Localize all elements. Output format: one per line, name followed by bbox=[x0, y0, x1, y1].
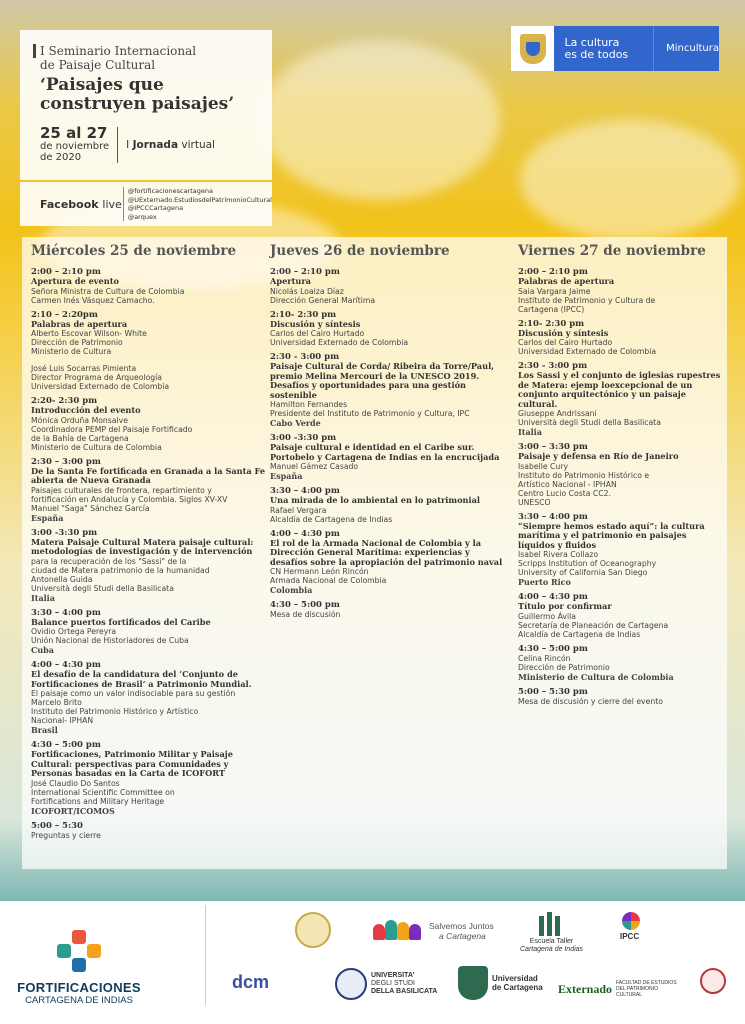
event-heading: Paisaje Cultural de Corda/ Ribeira da Torre/Paul, premio Melina Mercouri de la UNESCO 2019. Desafíos y oportunidades para una gestión sostenible bbox=[270, 361, 495, 400]
event-line2: de Paisaje Cultural bbox=[40, 58, 156, 72]
jornada-b: Jornada bbox=[132, 138, 179, 151]
cloud-decoration bbox=[520, 120, 740, 240]
event-heading: Paisaje cultural e identidad en el Caribe sur. Portobelo y Cartagena de Indias en la encrucijada bbox=[270, 442, 500, 462]
event-detail: Universidad Externado de Colombia bbox=[31, 382, 170, 391]
schedule-event bbox=[270, 433, 510, 481]
event-heading: Apertura bbox=[270, 276, 311, 286]
event-detail: para la recuperación de los "Sassi" de la bbox=[31, 556, 187, 566]
event-detail: fortificación en Andalucía y Colombia. Siglos XV-XV bbox=[31, 494, 228, 504]
institution-logo bbox=[700, 968, 726, 994]
schedule-event bbox=[270, 352, 510, 428]
cloud-decoration bbox=[260, 40, 500, 200]
gov-slogan-2: es de todos bbox=[564, 47, 629, 61]
event-detail: Antonella Guida bbox=[31, 574, 93, 584]
event-heading: Fortificaciones, Patrimonio Militar y Paisaje Cultural: perspectivas para Comunidades y Personas basadas en la Carta de ICOFORT bbox=[31, 749, 233, 778]
event-detail: Unión Nacional de Historiadores de Cuba bbox=[31, 636, 189, 645]
event-time: 4:30 – 5:00 pm bbox=[31, 740, 101, 750]
schedule-event bbox=[518, 512, 723, 588]
salvemos-logo bbox=[373, 918, 494, 944]
event-detail: Instituto del Patrimonio Histórico y Artístico bbox=[31, 707, 199, 716]
seal-logo bbox=[295, 912, 331, 948]
udc-text-1: Universidad bbox=[492, 974, 538, 983]
escuela-taller-logo bbox=[520, 912, 583, 954]
schedule-event bbox=[518, 267, 723, 314]
schedule-event bbox=[270, 600, 510, 619]
event-time: 3:00 -3:30 pm bbox=[31, 527, 98, 538]
day-column-fri bbox=[518, 243, 723, 711]
unibas-text-2: DEGLI STUDI bbox=[371, 980, 415, 987]
schedule-event bbox=[31, 821, 269, 840]
event-detail: Universidad Externado de Colombia bbox=[270, 338, 409, 347]
event-time: 2:20- 2:30 pm bbox=[31, 396, 98, 406]
schedule-event bbox=[31, 660, 269, 735]
facebook-handle[interactable]: @IPCCCartagena bbox=[127, 204, 184, 212]
event-detail bbox=[31, 356, 269, 364]
dates-sub1: de noviembre bbox=[40, 141, 110, 152]
event-detail: Dirección de Patrimonio bbox=[518, 662, 610, 672]
event-detail: Paisajes culturales de frontera, repartimiento y bbox=[31, 485, 212, 495]
event-detail: Señora Ministra de Cultura de Colombia bbox=[31, 286, 185, 296]
schedule-event bbox=[31, 528, 269, 603]
event-detail: Mesa de discusión bbox=[270, 610, 341, 619]
day-title: Miércoles 25 de noviembre bbox=[31, 243, 237, 259]
event-country: Cuba bbox=[31, 645, 54, 655]
event-country: Cabo Verde bbox=[270, 418, 321, 428]
event-heading: Apertura de evento bbox=[31, 276, 119, 286]
event-detail: Università degli Studi della Basilicata bbox=[518, 418, 661, 427]
facebook-text: Facebook bbox=[40, 197, 99, 211]
day-title: Viernes 27 de noviembre bbox=[518, 243, 706, 259]
event-country: Italia bbox=[518, 427, 542, 437]
facebook-handles bbox=[123, 187, 272, 221]
schedule-event bbox=[518, 687, 723, 706]
event-title-a: ‘Paisajes que bbox=[40, 75, 164, 95]
event-heading: Balance puertos fortificados del Caribe bbox=[31, 616, 211, 627]
schedule-event bbox=[31, 267, 269, 305]
event-detail: Alcaldía de Cartagena de Indias bbox=[270, 514, 393, 524]
event-country: Brasil bbox=[31, 725, 58, 735]
event-detail: Coordinadora PEMP del Paisaje Fortificado bbox=[31, 424, 193, 434]
unibas-logo bbox=[335, 968, 437, 1000]
event-detail: Marcelo Brito bbox=[31, 698, 82, 707]
event-time: 2:10 – 2:20pm bbox=[31, 309, 98, 320]
event-detail: Nicolás Loaiza Díaz bbox=[270, 286, 344, 296]
event-detail: Director Programa de Arqueología bbox=[31, 373, 163, 382]
event-heading: Palabras de apertura bbox=[518, 276, 615, 286]
facebook-handle[interactable]: @arquex bbox=[127, 212, 157, 221]
event-detail: ciudad de Matera patrimonio de la humanidad bbox=[31, 565, 210, 575]
fortificaciones-logo bbox=[14, 930, 144, 1006]
event-time: 2:00 – 2:10 pm bbox=[270, 267, 340, 277]
event-detail: Giuseppe Andrissani bbox=[518, 409, 597, 418]
event-time: 4:30 – 5:00 pm bbox=[270, 600, 340, 610]
schedule-event bbox=[270, 486, 510, 524]
event-country: Puerto Rico bbox=[518, 577, 571, 587]
gov-banner bbox=[511, 26, 719, 71]
externado-logo bbox=[558, 980, 678, 998]
event-detail: Hamilton Fernandes bbox=[270, 400, 348, 409]
event-detail: Celina Rincón bbox=[518, 653, 571, 663]
event-heading: Una mirada de lo ambiental en lo patrimonial bbox=[270, 495, 481, 505]
facebook-live-text: live bbox=[102, 197, 122, 211]
event-time: 3:30 – 4:00 pm bbox=[270, 486, 340, 496]
unibas-text-1: UNIVERSITA’ bbox=[371, 972, 415, 979]
event-detail: Cartagena (IPCC) bbox=[518, 304, 585, 314]
ipcc-text: IPCC bbox=[620, 932, 640, 941]
event-time: 3:30 – 4:00 pm bbox=[518, 511, 588, 522]
event-detail: Universidad Externado de Colombia bbox=[518, 347, 657, 356]
jornada-a: I bbox=[126, 138, 130, 151]
event-heading: Discusión y síntesis bbox=[270, 318, 361, 329]
schedule-event bbox=[518, 361, 723, 437]
event-heading: Palabras de apertura bbox=[31, 318, 128, 329]
event-country: España bbox=[31, 512, 64, 523]
gov-slogan-1: La cultura bbox=[564, 35, 620, 49]
event-heading: De la Santa Fe fortificada en Granada a la Santa Fe abierta de Nueva Granada bbox=[31, 465, 266, 485]
event-detail: José Luis Socarras Pimienta bbox=[31, 364, 137, 373]
event-heading: Título por confirmar bbox=[518, 601, 612, 611]
event-detail: Università degli Studi della Basilicata bbox=[31, 583, 174, 593]
schedule-event bbox=[31, 396, 269, 452]
event-country: Colombia bbox=[270, 585, 313, 595]
schedule-event bbox=[270, 310, 510, 348]
schedule-event bbox=[518, 592, 723, 639]
event-country: España bbox=[270, 471, 303, 481]
event-time: 2:00 – 2:10 pm bbox=[518, 267, 588, 277]
event-heading: Matera Paisaje Cultural Matera paisaje cultural: metodologías de investigación y de intervención bbox=[31, 536, 254, 556]
event-heading: El rol de la Armada Nacional de Colombia y la Dirección General Marítima: experiencias y desafíos sobre la apropiación del patrimonio naval bbox=[270, 537, 503, 567]
event-detail: José Claudio Do Santos bbox=[31, 778, 120, 788]
event-detail: Manuel "Saga" Sánchez García bbox=[31, 503, 150, 513]
unibas-seal-icon bbox=[335, 968, 367, 1000]
institution-seal-icon bbox=[700, 968, 726, 994]
footer-divider bbox=[205, 905, 206, 1005]
event-detail: International Scientific Committee on bbox=[31, 787, 175, 797]
dates-divider bbox=[117, 127, 118, 163]
event-time: 4:30 – 5:00 pm bbox=[518, 643, 588, 654]
event-detail: Dirección General Marítima bbox=[270, 295, 376, 305]
event-detail: Rafael Vergara bbox=[270, 505, 327, 515]
escuela-icon bbox=[539, 912, 565, 936]
gov-slogan bbox=[554, 37, 653, 61]
event-detail: Mesa de discusión y cierre del evento bbox=[518, 696, 663, 706]
event-detail: Alberto Escovar Wilson- White bbox=[31, 329, 147, 338]
event-detail: Mónica Orduña Monsalve bbox=[31, 415, 128, 425]
event-detail: CN Hermann León Rincón bbox=[270, 567, 369, 576]
event-time: 3:00 -3:30 pm bbox=[270, 433, 337, 443]
event-time: 2:30 - 3:00 pm bbox=[270, 352, 340, 362]
schedule-event bbox=[518, 319, 723, 357]
dcm-logo bbox=[232, 972, 269, 993]
seal-icon bbox=[295, 912, 331, 948]
event-time: 4:00 – 4:30 pm bbox=[31, 660, 101, 670]
event-time: 2:00 – 2:10 pm bbox=[31, 267, 101, 277]
event-detail: Carlos del Cairo Hurtado bbox=[270, 329, 365, 338]
jornada-label bbox=[126, 139, 215, 151]
dates-sub2: de 2020 bbox=[40, 152, 82, 163]
schedule-event bbox=[31, 457, 269, 523]
escuela-text-1: Escuela Taller bbox=[529, 938, 574, 945]
event-detail: Saia Vargara Jaime bbox=[518, 286, 591, 296]
event-detail: Isabel Rivera Collazo bbox=[518, 550, 599, 559]
event-detail: Ministerio de Cultura bbox=[31, 347, 112, 356]
salvemos-text-2: a Cartagena bbox=[439, 931, 486, 941]
event-detail: Scripps Institution of Oceanography bbox=[518, 559, 657, 568]
event-detail: Isabelle Cury bbox=[518, 461, 568, 471]
schedule-event bbox=[518, 644, 723, 682]
facebook-label bbox=[40, 198, 123, 211]
dates-big: 25 al 27 bbox=[40, 124, 108, 142]
event-heading: El desafío de la candidatura del ‘Conjunto de Fortificaciones de Brasil’ a Patrimonio Mundial. bbox=[31, 669, 252, 689]
jornada-c: virtual bbox=[181, 138, 215, 151]
schedule-event bbox=[31, 310, 269, 392]
event-time: 4:00 – 4:30 pm bbox=[518, 592, 588, 602]
event-detail: Secretaría de Planeación de Cartagena bbox=[518, 620, 669, 630]
event-detail: Instituto do Patrimonio Histórico e bbox=[518, 470, 650, 480]
event-heading: Introducción del evento bbox=[31, 405, 141, 415]
ipcc-icon bbox=[620, 910, 642, 932]
event-detail: Centro Lucio Costa CC2. bbox=[518, 488, 611, 498]
event-time: 2:10- 2:30 pm bbox=[270, 309, 337, 320]
escuela-text-2: Cartagena de Indias bbox=[520, 946, 584, 953]
day-title: Jueves 26 de noviembre bbox=[270, 243, 450, 259]
schedule-event bbox=[270, 267, 510, 305]
event-detail: Artístico Nacional - IPHAN bbox=[518, 479, 617, 489]
event-detail: UNESCO bbox=[518, 497, 551, 507]
unibas-text-3: DELLA BASILICATA bbox=[371, 988, 438, 995]
facebook-live-card bbox=[20, 182, 272, 226]
event-country: Ministerio de Cultura de Colombia bbox=[518, 671, 674, 682]
event-heading: Los Sassi y el conjunto de iglesias rupestres de Matera: ejemp loexcepcional de un conjunto arquitectónico y un paisaje cultural. bbox=[518, 370, 721, 409]
event-detail: University of California San Diego bbox=[518, 568, 648, 577]
schedule-event bbox=[270, 529, 510, 596]
externado-text: Externado bbox=[558, 981, 612, 996]
day-column-thu bbox=[270, 243, 510, 624]
event-detail: Alcaldía de Cartagena de Indias bbox=[518, 629, 641, 639]
udc-crest-icon bbox=[458, 966, 488, 1000]
event-heading: “Siempre hemos estado aquí”: la cultura marítima y el patrimonio en paisajes líquidos y fluidos bbox=[518, 520, 705, 550]
event-detail: Carlos del Cairo Hurtado bbox=[518, 338, 613, 347]
event-title-b: construyen paisajes’ bbox=[40, 94, 235, 114]
facebook-handle[interactable]: @UExternado.EstudiosdelPatrimonioCultural bbox=[127, 195, 272, 204]
event-line1: I Seminario Internacional bbox=[33, 44, 272, 58]
salvemos-text-1: Salvemos Juntos bbox=[429, 921, 494, 931]
event-detail: Ministerio de Cultura de Colombia bbox=[31, 442, 162, 452]
event-detail: Armada Nacional de Colombia bbox=[270, 576, 387, 585]
event-detail: Instituto de Patrimonio y Cultura de bbox=[518, 295, 656, 305]
event-time: 3:30 – 4:00 pm bbox=[31, 607, 101, 618]
gov-ministry: Mincultura bbox=[666, 43, 719, 54]
event-detail: Preguntas y cierre bbox=[31, 830, 101, 840]
event-detail: Fortifications and Military Heritage bbox=[31, 796, 165, 806]
event-detail: Dirección de Patrimonio bbox=[31, 338, 123, 347]
event-detail: Nacional- IPHAN bbox=[31, 716, 94, 725]
event-title-card bbox=[20, 30, 272, 180]
event-time: 3:00 – 3:30 pm bbox=[518, 442, 588, 452]
event-country: ICOFORT/ICOMOS bbox=[31, 805, 115, 816]
event-country: Italia bbox=[31, 592, 55, 603]
event-detail: El paisaje como un valor indisociable para su gestión bbox=[31, 689, 236, 698]
event-detail: Ovidio Ortega Pereyra bbox=[31, 627, 117, 636]
event-detail: Manuel Gámez Casado bbox=[270, 462, 359, 471]
event-time: 2:30 – 3:00 pm bbox=[31, 456, 101, 467]
event-heading: Discusión y síntesis bbox=[518, 327, 609, 338]
fortificaciones-name: FORTIFICACIONES bbox=[17, 980, 141, 995]
externado-sub: FACULTAD DE ESTUDIOS DEL PATRIMONIO CULTURAL bbox=[616, 980, 677, 998]
fortificaciones-mark-icon bbox=[57, 930, 101, 974]
colombia-shield-icon bbox=[511, 26, 554, 71]
schedule-event bbox=[518, 442, 723, 507]
schedule-panel bbox=[22, 237, 727, 869]
event-dates bbox=[40, 126, 272, 163]
event-detail: de la Bahía de Cartagena bbox=[31, 433, 129, 443]
event-time: 5:00 – 5:30 pm bbox=[518, 686, 588, 697]
event-heading: Paisaje y defensa en Río de Janeiro bbox=[518, 451, 679, 461]
udc-text-2: de Cartagena bbox=[492, 983, 543, 992]
event-time: 2:10- 2:30 pm bbox=[518, 318, 585, 329]
ipcc-logo bbox=[620, 910, 642, 941]
event-time: 5:00 – 5:30 bbox=[31, 820, 83, 831]
event-detail: Carmen Inés Vásquez Camacho. bbox=[31, 295, 155, 305]
event-time: 4:00 – 4:30 pm bbox=[270, 528, 340, 539]
day-column-wed bbox=[31, 243, 269, 845]
udc-logo bbox=[458, 966, 543, 1000]
event-detail: Guillermo Ávila bbox=[518, 611, 576, 621]
schedule-event bbox=[31, 608, 269, 656]
schedule-event bbox=[31, 740, 269, 816]
hands-icon bbox=[373, 918, 423, 944]
fortificaciones-sub: CARTAGENA DE INDIAS bbox=[25, 995, 133, 1006]
event-time: 2:30 - 3:00 pm bbox=[518, 361, 588, 371]
event-detail: Presidente del Instituto de Patrimonio y Cultura, IPC bbox=[270, 409, 470, 418]
facebook-handle[interactable]: @fortificacionescartagena bbox=[127, 187, 213, 195]
dcm-text: dcm bbox=[232, 972, 270, 992]
